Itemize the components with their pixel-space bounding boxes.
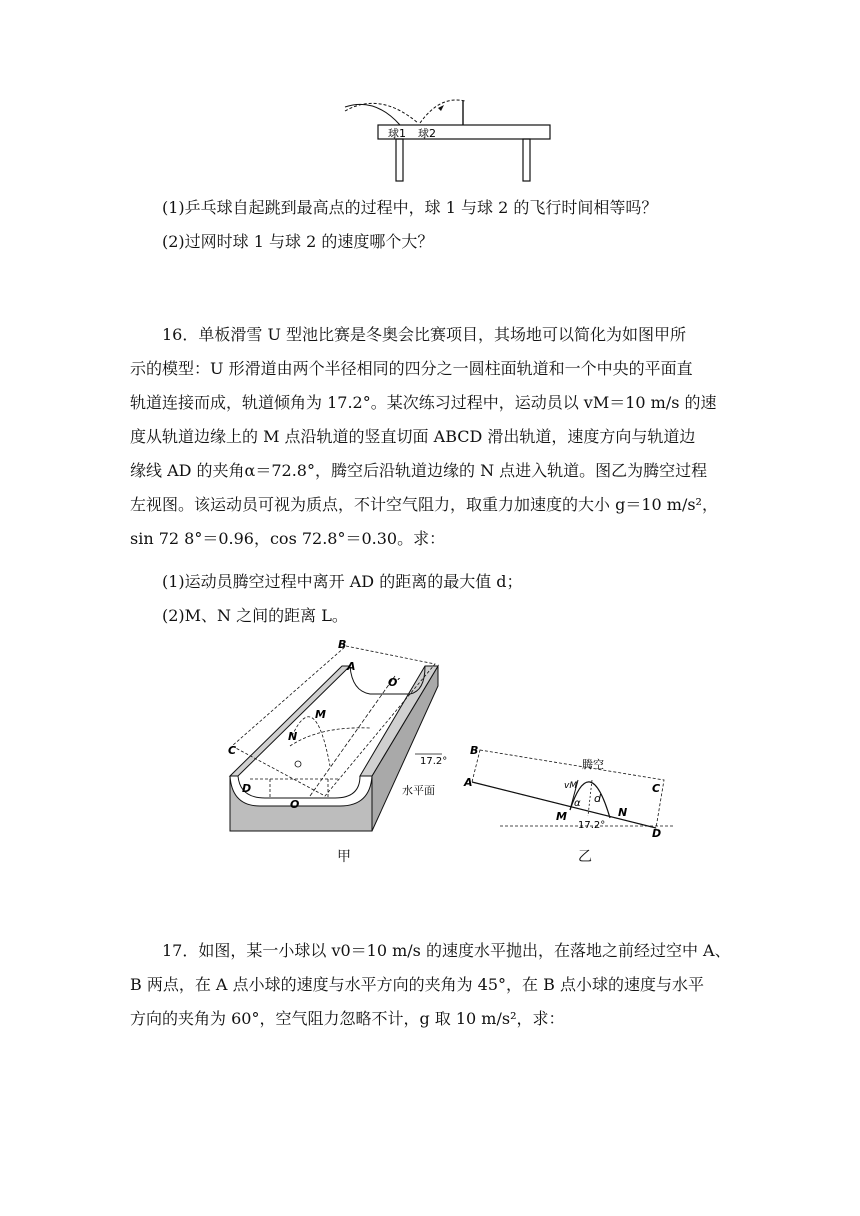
label-N: N xyxy=(288,730,298,743)
label-horizontal: 水平面 xyxy=(402,784,435,797)
q15-sub1: (1)乒乓球自起跳到最高点的过程中，球 1 与球 2 的飞行时间相等吗？ xyxy=(162,198,658,217)
label-alpha: α xyxy=(574,798,581,809)
label-B: B xyxy=(338,638,347,651)
ball1-label: 球1 xyxy=(388,127,406,140)
q16-sub2: (2)M、N 之间的距离 L。 xyxy=(162,606,348,625)
q17-line1: 17．如图，某一小球以 v0＝10 m/s 的速度水平抛出，在落地之前经过空中 A、 xyxy=(162,941,731,960)
label-O-prime: O′ xyxy=(388,676,401,689)
label-N-side: N xyxy=(618,806,628,819)
label-vM: vM xyxy=(564,781,578,791)
u-pipe-figure xyxy=(220,636,470,836)
label-B-side: B xyxy=(470,744,479,757)
pipe-front-face xyxy=(230,776,372,831)
label-D-side: D xyxy=(652,827,662,840)
q16-line1: 16．单板滑雪 U 型池比赛是冬奥会比赛项目，其场地可以简化为如图甲所 xyxy=(162,325,687,344)
label-angle: 17.2° xyxy=(420,756,448,767)
label-angle-side: 17.2° xyxy=(578,820,606,831)
ball2-label: 球2 xyxy=(418,127,436,140)
ping-pong-figure xyxy=(340,95,560,185)
pipe-left-top xyxy=(230,666,350,776)
label-A-side: A xyxy=(464,776,473,789)
arrow-icon xyxy=(438,105,444,111)
q16-line7: sin 72 8°＝0.96，cos 72.8°＝0.30。求： xyxy=(130,529,446,548)
q17-line2: B 两点，在 A 点小球的速度与水平方向的夹角为 45°，在 B 点小球的速度与水平 xyxy=(130,975,704,994)
table-leg-right xyxy=(523,139,530,181)
q15-sub2: (2)过网时球 1 与球 2 的速度哪个大？ xyxy=(162,232,434,251)
side-view-figure xyxy=(460,740,680,840)
ball1-trajectory xyxy=(345,104,400,125)
label-O: O xyxy=(290,798,300,811)
ball2-trajectory xyxy=(420,100,465,123)
label-A: A xyxy=(347,660,356,673)
label-d: d xyxy=(594,792,601,805)
q16-line5: 缘线 AD 的夹角α＝72.8°，腾空后沿轨道边缘的 N 点进入轨道。图乙为腾空过程 xyxy=(130,461,708,480)
label-M: M xyxy=(315,708,326,721)
label-C: C xyxy=(228,744,237,757)
label-air: 腾空 xyxy=(582,758,604,771)
ball1-trajectory-dashed xyxy=(345,103,418,123)
q16-line4: 度从轨道边缘上的 M 点沿轨道的竖直切面 ABCD 滑出轨道，速度方向与轨道边 xyxy=(130,427,696,446)
jump-trajectory xyxy=(292,717,330,766)
skier-icon xyxy=(295,761,301,767)
label-C-side: C xyxy=(652,782,661,795)
q16-line2: 示的模型：U 形滑道由两个半径相同的四分之一圆柱面轨道和一个中央的平面直 xyxy=(130,359,693,378)
fig3-caption: 乙 xyxy=(578,849,592,865)
q16-line6: 左视图。该运动员可视为质点，不计空气阻力，取重力加速度的大小 g＝10 m/s²， xyxy=(130,495,718,514)
q16-sub1: (1)运动员腾空过程中离开 AD 的距离的最大值 d； xyxy=(162,572,523,591)
q16-line3: 轨道连接而成，轨道倾角为 17.2°。某次练习过程中，运动员以 vM＝10 m/s 的速 xyxy=(130,393,717,412)
q17-line3: 方向的夹角为 60°，空气阻力忽略不计，g 取 10 m/s²，求： xyxy=(130,1009,565,1028)
label-D: D xyxy=(242,782,252,795)
label-M-side: M xyxy=(556,810,567,823)
table-leg-left xyxy=(396,139,403,181)
fig2-caption: 甲 xyxy=(337,849,351,865)
